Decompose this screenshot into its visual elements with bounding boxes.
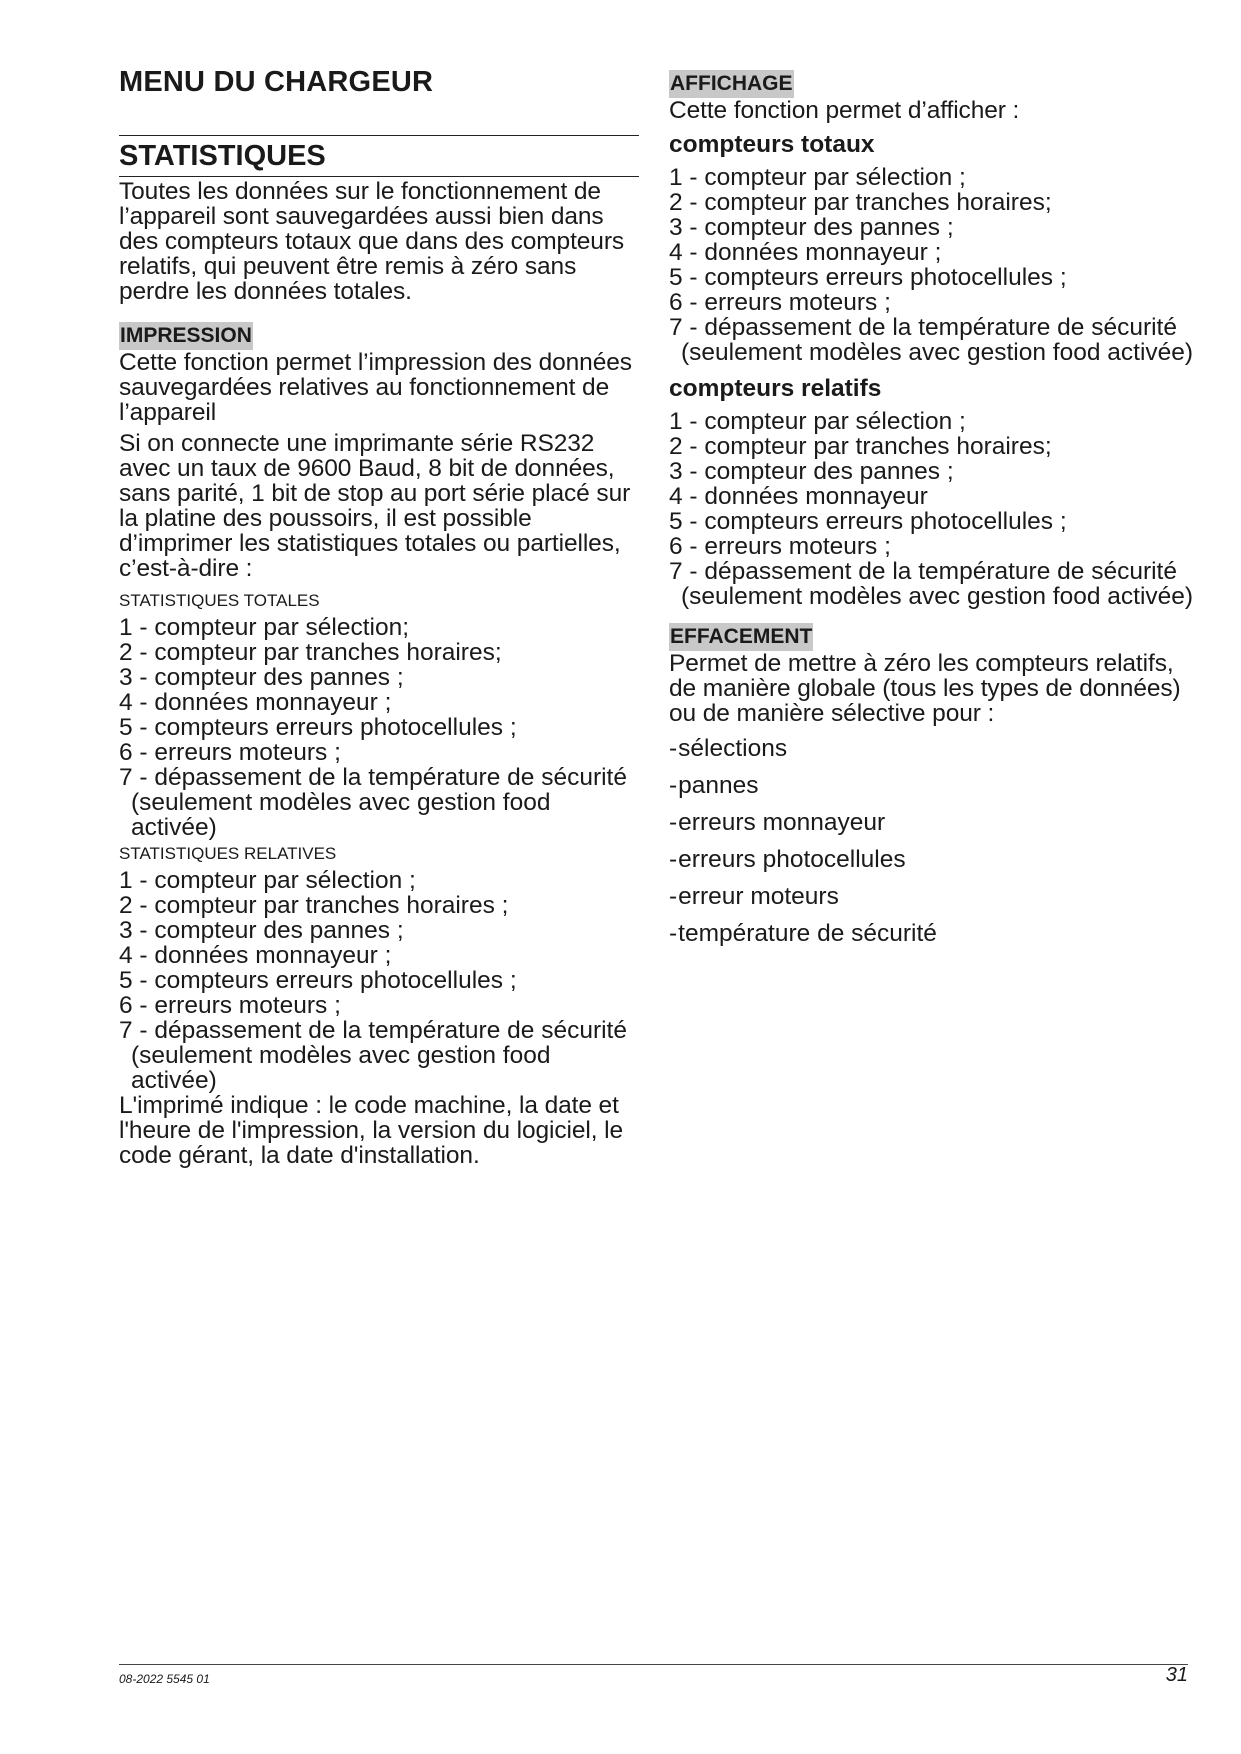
totales-heading: STATISTIQUES TOTALES bbox=[119, 591, 320, 610]
intro-paragraph: Toutes les données sur le fonctionnement de l’appareil sont sauvegardées aussi bien dans des compteurs totaux que dans des compteurs relatifs, qui peuvent être remis à zéro sans perdre les données totales. bbox=[119, 178, 625, 305]
list-item: 2 - compteur par tranches horaires ; bbox=[119, 892, 509, 919]
impression-paragraph-2: Si on connecte une imprimante série RS232 avec un taux de 9600 Baud, 8 bit de données, sans parité, 1 bit de stop au port série placé sur la platine des poussoirs, il est possible d’imprimer les statistiques totales ou partielles, c’est-à-dire : bbox=[119, 430, 631, 582]
section-divider-bottom bbox=[119, 176, 639, 177]
list-item: 1 - compteur par sélection; bbox=[119, 614, 410, 641]
list-item: - sélections bbox=[669, 730, 1199, 767]
list-item: 5 - compteurs erreurs photocellules ; bbox=[669, 508, 1067, 535]
list-item: 2 - compteur par tranches horaires; bbox=[119, 639, 502, 666]
affichage-tag: AFFICHAGE bbox=[669, 70, 794, 98]
list-item: 3 - compteur des pannes ; bbox=[669, 214, 954, 241]
right-column bbox=[669, 62, 1199, 952]
relatifs-list bbox=[669, 409, 1199, 609]
list-item: 3 - compteur des pannes ; bbox=[119, 917, 404, 944]
effacement-list bbox=[669, 730, 1199, 952]
list-item: 4 - données monnayeur ; bbox=[669, 239, 942, 266]
effacement-tag: EFFACEMENT bbox=[669, 623, 813, 651]
list-item: 3 - compteur des pannes ; bbox=[119, 664, 404, 691]
list-item: 7 - dépassement de la température de sécurité (seulement modèles avec gestion food activée) bbox=[669, 558, 1194, 610]
totaux-list bbox=[669, 165, 1199, 365]
impression-paragraph-1: Cette fonction permet l’impression des données sauvegardées relatives au fonctionnement de l’appareil bbox=[119, 349, 632, 426]
footer-divider bbox=[119, 1664, 1188, 1665]
totaux-heading: compteurs totaux bbox=[669, 131, 875, 158]
list-item: - erreurs photocellules bbox=[669, 841, 1199, 878]
list-item: 1 - compteur par sélection ; bbox=[669, 408, 966, 435]
list-item: - pannes bbox=[669, 767, 1199, 804]
list-item: 2 - compteur par tranches horaires; bbox=[669, 433, 1052, 460]
list-item: 4 - données monnayeur ; bbox=[119, 942, 392, 969]
list-item: 5 - compteurs erreurs photocellules ; bbox=[119, 714, 517, 741]
list-item: 5 - compteurs erreurs photocellules ; bbox=[119, 967, 517, 994]
list-item: 4 - données monnayeur bbox=[669, 483, 928, 510]
page-number: 31 bbox=[1165, 1664, 1188, 1686]
list-item: 7 - dépassement de la température de sécurité (seulement modèles avec gestion food activée) bbox=[119, 1017, 627, 1094]
totales-list bbox=[119, 615, 639, 840]
list-item: 7 - dépassement de la température de sécurité (seulement modèles avec gestion food activée) bbox=[119, 764, 627, 841]
document-code: 08-2022 5545 01 bbox=[119, 1672, 210, 1686]
list-item: - température de sécurité bbox=[669, 915, 1199, 952]
list-item: 2 - compteur par tranches horaires; bbox=[669, 189, 1052, 216]
relatives-list bbox=[119, 868, 639, 1093]
section-title: STATISTIQUES bbox=[119, 140, 326, 172]
list-item: - erreurs monnayeur bbox=[669, 804, 1199, 841]
effacement-intro: Permet de mettre à zéro les compteurs relatifs, de manière globale (tous les types de données) ou de manière sélective pour : bbox=[669, 650, 1181, 727]
list-item: 1 - compteur par sélection ; bbox=[669, 164, 966, 191]
relatifs-heading: compteurs relatifs bbox=[669, 375, 882, 402]
list-item: 7 - dépassement de la température de sécurité (seulement modèles avec gestion food activée) bbox=[669, 314, 1194, 366]
list-item: 1 - compteur par sélection ; bbox=[119, 867, 416, 894]
list-item: 6 - erreurs moteurs ; bbox=[119, 992, 341, 1019]
affichage-intro: Cette fonction permet d’afficher : bbox=[669, 97, 1020, 124]
page-title: MENU DU CHARGEUR bbox=[119, 66, 434, 98]
list-item: - erreur moteurs bbox=[669, 878, 1199, 915]
list-item: 6 - erreurs moteurs ; bbox=[119, 739, 341, 766]
impression-tag: IMPRESSION bbox=[119, 322, 253, 350]
list-item: 5 - compteurs erreurs photocellules ; bbox=[669, 264, 1067, 291]
list-item: 6 - erreurs moteurs ; bbox=[669, 533, 891, 560]
closing-paragraph: L'imprimé indique : le code machine, la date et l'heure de l'impression, la version du logiciel, le code gérant, la date d'installation. bbox=[119, 1092, 624, 1169]
list-item: 3 - compteur des pannes ; bbox=[669, 458, 954, 485]
left-column bbox=[119, 62, 639, 1168]
relatives-heading: STATISTIQUES RELATIVES bbox=[119, 844, 337, 863]
list-item: 6 - erreurs moteurs ; bbox=[669, 289, 891, 316]
list-item: 4 - données monnayeur ; bbox=[119, 689, 392, 716]
